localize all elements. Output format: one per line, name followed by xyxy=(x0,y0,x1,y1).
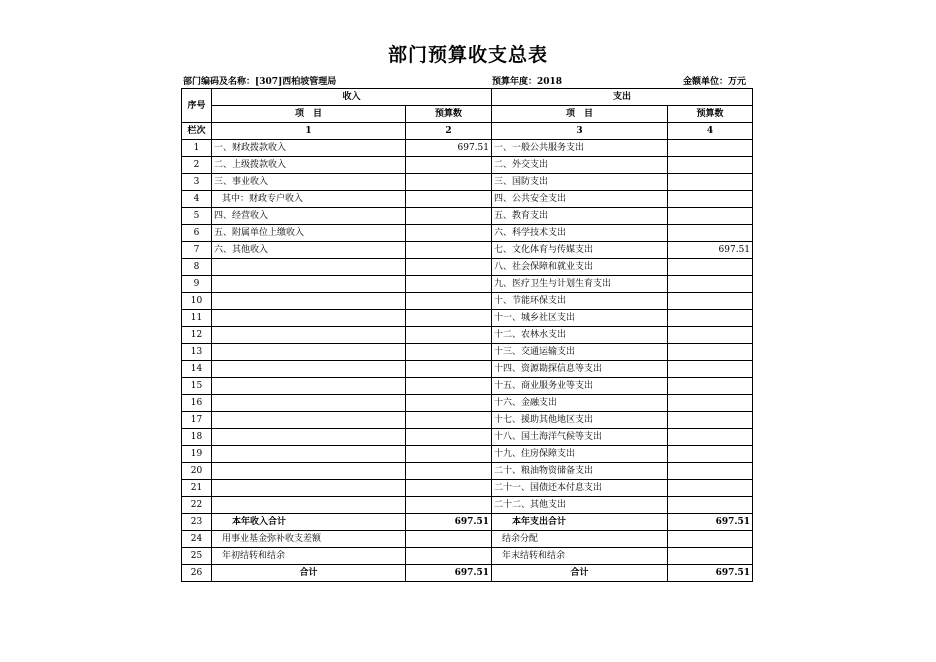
income-amount xyxy=(406,293,492,310)
expense-amount xyxy=(668,310,753,327)
row-number: 20 xyxy=(182,463,212,480)
table-row xyxy=(182,497,753,514)
budget-table xyxy=(181,88,753,582)
expense-item: 十七、援助其他地区支出 xyxy=(492,412,668,429)
expense-item: 结余分配 xyxy=(492,531,668,548)
expense-item: 十八、国土海洋气候等支出 xyxy=(492,429,668,446)
income-item xyxy=(212,429,406,446)
expense-item: 一、一般公共服务支出 xyxy=(492,140,668,157)
row-number: 9 xyxy=(182,276,212,293)
income-amount xyxy=(406,191,492,208)
row-number: 22 xyxy=(182,497,212,514)
expense-amount xyxy=(668,276,753,293)
income-item xyxy=(212,293,406,310)
income-item xyxy=(212,344,406,361)
expense-item: 合计 xyxy=(492,565,668,582)
summary-row xyxy=(182,565,753,582)
expense-amount xyxy=(668,361,753,378)
table-row xyxy=(182,259,753,276)
row-number: 8 xyxy=(182,259,212,276)
income-item: 本年收入合计 xyxy=(212,514,406,531)
income-amount xyxy=(406,412,492,429)
expense-item: 十、节能环保支出 xyxy=(492,293,668,310)
expense-amount xyxy=(668,344,753,361)
income-amount xyxy=(406,157,492,174)
table-row xyxy=(182,293,753,310)
col-number: 2 xyxy=(406,123,492,140)
expense-amount xyxy=(668,446,753,463)
row-number: 3 xyxy=(182,174,212,191)
income-amount xyxy=(406,548,492,565)
expense-amount xyxy=(668,463,753,480)
expense-item-header: 项 目 xyxy=(492,106,668,123)
expense-item: 六、科学技术支出 xyxy=(492,225,668,242)
expense-item: 四、公共安全支出 xyxy=(492,191,668,208)
income-amount xyxy=(406,463,492,480)
table-row xyxy=(182,480,753,497)
income-item xyxy=(212,378,406,395)
income-item: 年初结转和结余 xyxy=(212,548,406,565)
table-row xyxy=(182,276,753,293)
income-amount xyxy=(406,225,492,242)
row-number: 25 xyxy=(182,548,212,565)
expense-amount: 697.51 xyxy=(668,242,753,259)
expense-amount xyxy=(668,548,753,565)
row-number: 4 xyxy=(182,191,212,208)
row-number: 13 xyxy=(182,344,212,361)
income-amount xyxy=(406,259,492,276)
table-row xyxy=(182,174,753,191)
income-amount xyxy=(406,310,492,327)
table-row xyxy=(182,242,753,259)
income-amount xyxy=(406,480,492,497)
income-item xyxy=(212,327,406,344)
expense-item: 二十、粮油物资储备支出 xyxy=(492,463,668,480)
expense-item: 九、医疗卫生与计划生育支出 xyxy=(492,276,668,293)
table-row xyxy=(182,344,753,361)
income-amount xyxy=(406,344,492,361)
income-item: 三、事业收入 xyxy=(212,174,406,191)
col-number: 4 xyxy=(668,123,753,140)
col-number: 1 xyxy=(212,123,406,140)
income-item: 合计 xyxy=(212,565,406,582)
income-item: 六、其他收入 xyxy=(212,242,406,259)
dept-label: 部门编码及名称：[307]西柏坡管理局 xyxy=(183,77,337,87)
row-number: 21 xyxy=(182,480,212,497)
row-number: 16 xyxy=(182,395,212,412)
expense-item: 三、国防支出 xyxy=(492,174,668,191)
income-amount xyxy=(406,208,492,225)
income-item xyxy=(212,310,406,327)
row-number: 2 xyxy=(182,157,212,174)
income-item xyxy=(212,463,406,480)
expense-amount xyxy=(668,378,753,395)
page-title: 部门预算收支总表 xyxy=(387,44,548,66)
table-row xyxy=(182,412,753,429)
income-budget-header: 预算数 xyxy=(406,106,492,123)
expense-amount xyxy=(668,191,753,208)
table-row xyxy=(182,310,753,327)
income-amount xyxy=(406,531,492,548)
table-row xyxy=(182,395,753,412)
income-amount xyxy=(406,361,492,378)
expense-amount xyxy=(668,480,753,497)
col-label: 栏次 xyxy=(182,123,212,140)
income-item xyxy=(212,259,406,276)
income-item: 一、财政拨款收入 xyxy=(212,140,406,157)
income-amount xyxy=(406,242,492,259)
expense-item: 七、文化体育与传媒支出 xyxy=(492,242,668,259)
row-number: 23 xyxy=(182,514,212,531)
expense-item: 十一、城乡社区支出 xyxy=(492,310,668,327)
table-row xyxy=(182,446,753,463)
expense-amount xyxy=(668,412,753,429)
row-number: 17 xyxy=(182,412,212,429)
amount-unit: 金额单位：万元 xyxy=(683,77,747,87)
income-amount xyxy=(406,497,492,514)
expense-amount xyxy=(668,208,753,225)
row-number: 19 xyxy=(182,446,212,463)
expense-budget-header: 预算数 xyxy=(668,106,753,123)
table-row xyxy=(182,191,753,208)
expense-item: 五、教育支出 xyxy=(492,208,668,225)
table-row xyxy=(182,429,753,446)
expense-item: 十四、资源勘探信息等支出 xyxy=(492,361,668,378)
income-amount: 697.51 xyxy=(406,140,492,157)
income-item xyxy=(212,480,406,497)
expense-amount xyxy=(668,429,753,446)
expense-amount xyxy=(668,225,753,242)
row-number: 10 xyxy=(182,293,212,310)
table-row xyxy=(182,361,753,378)
expense-item: 二、外交支出 xyxy=(492,157,668,174)
row-number: 12 xyxy=(182,327,212,344)
income-amount xyxy=(406,276,492,293)
row-number: 1 xyxy=(182,140,212,157)
expense-amount xyxy=(668,293,753,310)
expense-item: 本年支出合计 xyxy=(492,514,668,531)
table-row xyxy=(182,208,753,225)
income-amount xyxy=(406,327,492,344)
col-number: 3 xyxy=(492,123,668,140)
expense-amount: 697.51 xyxy=(668,565,753,582)
income-item xyxy=(212,361,406,378)
income-item xyxy=(212,395,406,412)
income-item: 其中：财政专户收入 xyxy=(212,191,406,208)
expense-item: 年末结转和结余 xyxy=(492,548,668,565)
row-number: 7 xyxy=(182,242,212,259)
expense-item: 八、社会保障和就业支出 xyxy=(492,259,668,276)
budget-year: 预算年度：2018 xyxy=(492,77,563,87)
expense-amount xyxy=(668,259,753,276)
expense-amount xyxy=(668,174,753,191)
income-amount xyxy=(406,378,492,395)
row-number: 15 xyxy=(182,378,212,395)
income-amount xyxy=(406,395,492,412)
income-item xyxy=(212,446,406,463)
expense-item: 二十一、国债还本付息支出 xyxy=(492,480,668,497)
row-number: 14 xyxy=(182,361,212,378)
table-row xyxy=(182,140,753,157)
expense-amount xyxy=(668,531,753,548)
income-item-header: 项 目 xyxy=(212,106,406,123)
income-item: 五、附属单位上缴收入 xyxy=(212,225,406,242)
expense-amount xyxy=(668,497,753,514)
table-row xyxy=(182,157,753,174)
income-amount: 697.51 xyxy=(406,514,492,531)
row-number: 18 xyxy=(182,429,212,446)
income-amount: 697.51 xyxy=(406,565,492,582)
row-number: 11 xyxy=(182,310,212,327)
row-number: 26 xyxy=(182,565,212,582)
income-item xyxy=(212,276,406,293)
table-row xyxy=(182,378,753,395)
income-amount xyxy=(406,446,492,463)
expense-amount xyxy=(668,327,753,344)
expense-item: 二十二、其他支出 xyxy=(492,497,668,514)
expense-item: 十九、住房保障支出 xyxy=(492,446,668,463)
income-item xyxy=(212,497,406,514)
income-item: 二、上级拨款收入 xyxy=(212,157,406,174)
income-amount xyxy=(406,429,492,446)
row-number: 6 xyxy=(182,225,212,242)
income-item xyxy=(212,412,406,429)
expense-item: 十五、商业服务业等支出 xyxy=(492,378,668,395)
table-row xyxy=(182,327,753,344)
summary-row xyxy=(182,531,753,548)
expense-item: 十六、金融支出 xyxy=(492,395,668,412)
table-row xyxy=(182,463,753,480)
income-amount xyxy=(406,174,492,191)
expense-amount: 697.51 xyxy=(668,514,753,531)
expense-amount xyxy=(668,395,753,412)
income-item: 四、经营收入 xyxy=(212,208,406,225)
expense-amount xyxy=(668,140,753,157)
seq-header: 序号 xyxy=(182,89,212,123)
expense-item: 十三、交通运输支出 xyxy=(492,344,668,361)
income-header: 收入 xyxy=(212,89,492,106)
row-number: 24 xyxy=(182,531,212,548)
expense-header: 支出 xyxy=(492,89,753,106)
income-item: 用事业基金弥补收支差额 xyxy=(212,531,406,548)
expense-amount xyxy=(668,157,753,174)
table-row xyxy=(182,225,753,242)
summary-row xyxy=(182,548,753,565)
row-number: 5 xyxy=(182,208,212,225)
expense-item: 十二、农林水支出 xyxy=(492,327,668,344)
summary-row xyxy=(182,514,753,531)
